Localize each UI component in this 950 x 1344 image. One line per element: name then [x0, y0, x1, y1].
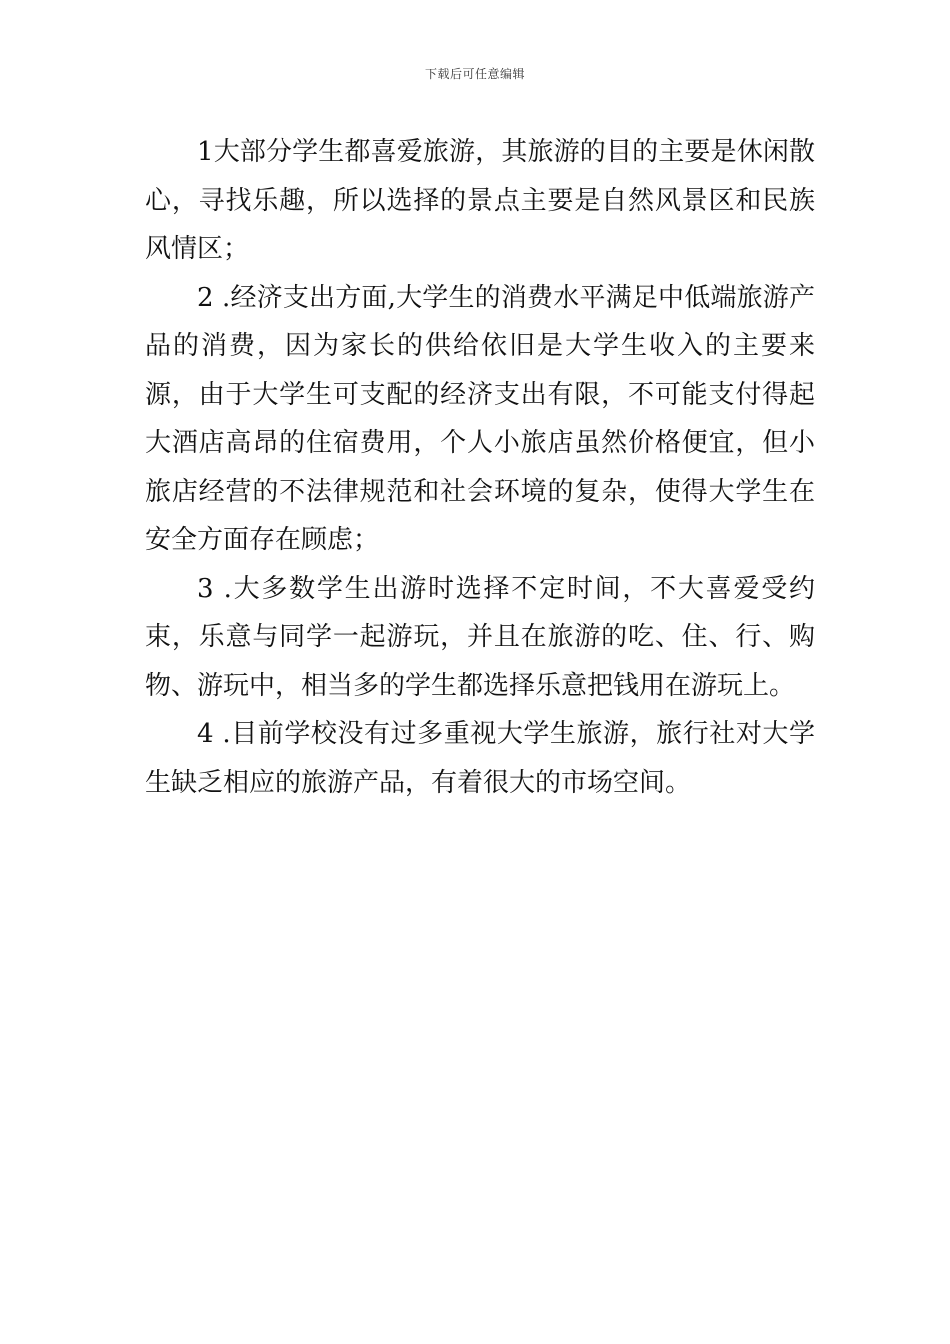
paragraph-1: 1大部分学生都喜爱旅游，其旅游的目的主要是休闲散心，寻找乐趣，所以选择的景点主要是自然风景区和民族风情区；	[145, 137, 815, 264]
paragraph-4: 4 .目前学校没有过多重视大学生旅游，旅行社对大学生缺乏相应的旅游产品，有着很大的市场空间。	[145, 719, 815, 798]
document-body	[145, 128, 815, 807]
paragraph-2: 2 .经济支出方面,大学生的消费水平满足中低端旅游产品的消费，因为家长的供给依旧是大学生收入的主要来源，由于大学生可支配的经济支出有限，不可能支付得起大酒店高昂的住宿费用，个人小旅店虽然价格便宜，但小旅店经营的不法律规范和社会环境的复杂，使得大学生在安全方面存在顾虑；	[145, 282, 815, 555]
paragraph-3: 3 .大多数学生出游时选择不定时间，不大喜爱受约束，乐意与同学一起游玩，并且在旅游的吃、住、行、购物、游玩中，相当多的学生都选择乐意把钱用在游玩上。	[145, 573, 815, 701]
page-header-note: 下载后可任意编辑	[424, 67, 525, 81]
